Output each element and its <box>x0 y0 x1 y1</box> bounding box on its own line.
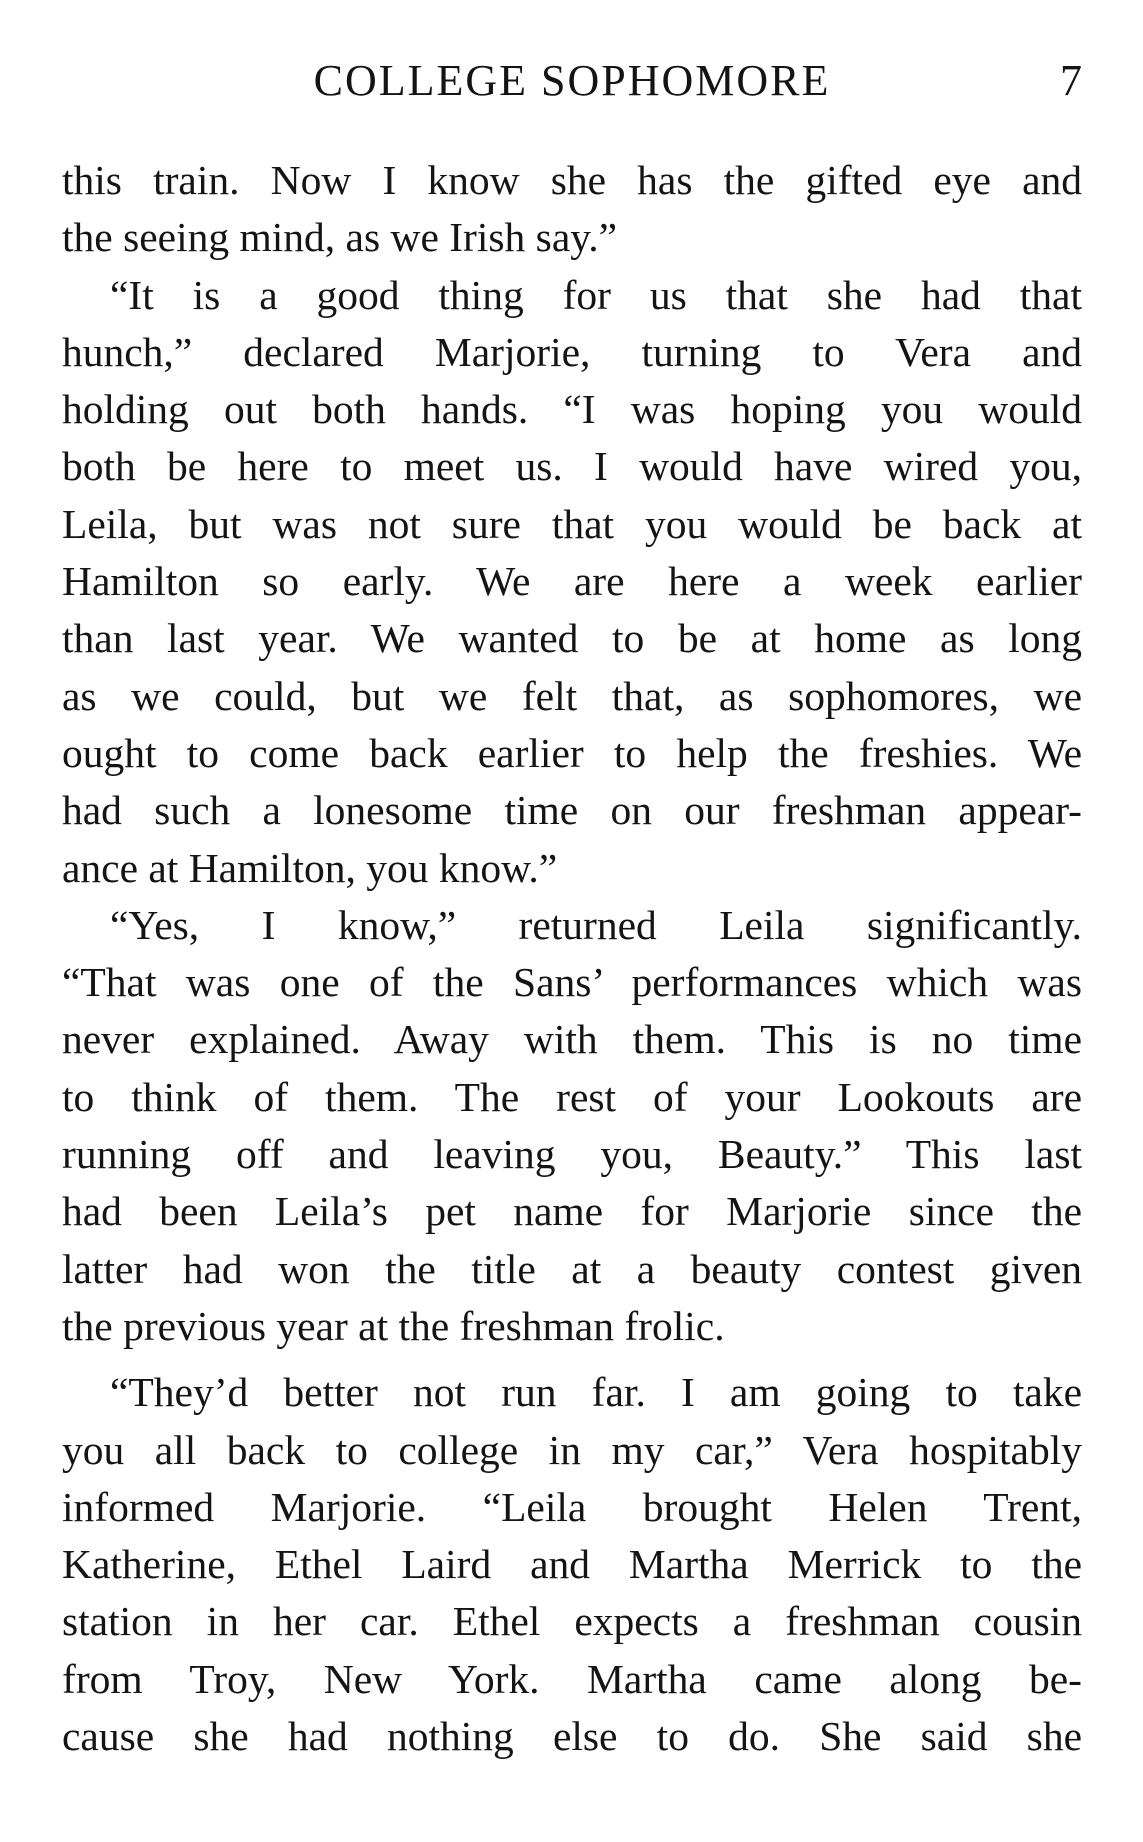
running-title: COLLEGE SOPHOMORE <box>313 56 831 105</box>
text-line: this train. Now I know she has the gifted eye and <box>62 157 1082 203</box>
text-line: latter had won the title at a beauty contest given <box>62 1245 1082 1292</box>
text-line: from Troy, New York. Martha came along be- <box>62 1655 1082 1702</box>
text-line: cause she had nothing else to do. She said she <box>62 1713 1082 1760</box>
text-line: the previous year at the freshman frolic. <box>62 1302 725 1349</box>
text-line: ance at Hamilton, you know.” <box>62 844 558 891</box>
text-line: both be here to meet us. I would have wired you, <box>62 443 1082 490</box>
text-line: hunch,” declared Marjorie, turning to Vera and <box>62 328 1082 375</box>
text-line: you all back to college in my car,” Vera hospitably <box>62 1426 1082 1473</box>
text-line: informed Marjorie. “Leila brought Helen Trent, <box>62 1483 1082 1530</box>
text-line: ought to come back earlier to help the freshies. We <box>62 729 1082 776</box>
text-line: “They’d better not run far. I am going to take <box>110 1369 1082 1416</box>
text-line: had such a lonesome time on our freshman appear- <box>62 787 1082 834</box>
text-line: Katherine, Ethel Laird and Martha Merrick to the <box>62 1541 1082 1588</box>
text-line: the seeing mind, as we Irish say.” <box>62 214 618 261</box>
text-line: running off and leaving you, Beauty.” This last <box>62 1131 1082 1178</box>
text-line: station in her car. Ethel expects a freshman cousin <box>62 1598 1082 1645</box>
text-line: had been Leila’s pet name for Marjorie since the <box>62 1188 1082 1235</box>
text-line: “That was one of the Sans’ performances which was <box>62 959 1082 1006</box>
text-line: as we could, but we felt that, as sophomores, we <box>62 672 1082 719</box>
running-head <box>62 56 1082 106</box>
text-line: “It is a good thing for us that she had that <box>110 271 1082 318</box>
text-line: than last year. We wanted to be at home as long <box>62 615 1082 662</box>
page-number: 7 <box>1060 56 1082 105</box>
text-line: to think of them. The rest of your Lookouts are <box>62 1073 1082 1120</box>
text-line: holding out both hands. “I was hoping you would <box>62 386 1082 433</box>
body-text <box>62 152 1082 1765</box>
text-line: never explained. Away with them. This is no time <box>62 1016 1082 1063</box>
text-line: “Yes, I know,” returned Leila significantly. <box>110 901 1082 948</box>
text-line: Hamilton so early. We are here a week earlier <box>62 558 1082 605</box>
text-line: Leila, but was not sure that you would be back at <box>62 500 1082 547</box>
